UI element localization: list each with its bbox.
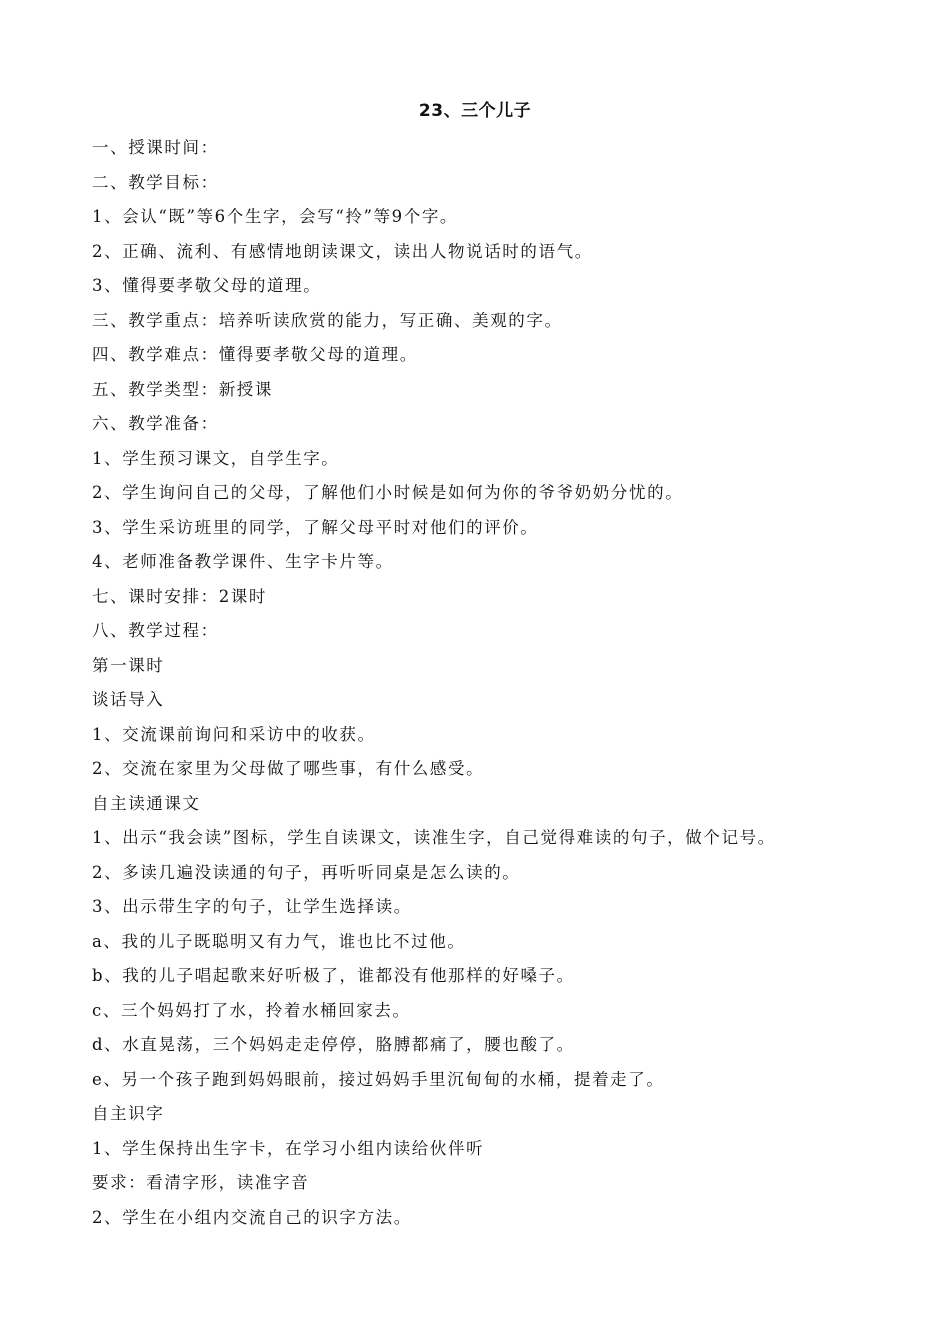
text-line: 3、学生采访班里的同学，了解父母平时对他们的评价。	[92, 517, 539, 537]
section-heading: 谈话导入	[92, 690, 165, 709]
text-line: 七、课时安排：2课时	[92, 586, 267, 606]
text-line: 四、教学难点：懂得要孝敬父母的道理。	[92, 345, 418, 364]
text-line: 1、出示“我会读”图标，学生自读课文，读准生字，自己觉得难读的句子，做个记号。	[92, 828, 776, 847]
section-heading: 自主识字	[92, 1104, 165, 1123]
text-line: 三、教学重点：培养听读欣赏的能力，写正确、美观的字。	[92, 310, 563, 330]
text-line: 二、教学目标：	[92, 172, 219, 192]
text-line: b、我的儿子唱起歌来好听极了，谁都没有他那样的好嗓子。	[92, 966, 575, 985]
text-line: a、我的儿子既聪明又有力气，谁也比不过他。	[92, 931, 466, 951]
text-line: 3、懂得要孝敬父母的道理。	[92, 276, 322, 295]
text-line: d、水直晃荡，三个妈妈走走停停，胳膊都痛了，腰也酸了。	[92, 1035, 575, 1054]
text-line: 六、教学准备：	[92, 414, 219, 433]
document-body	[92, 131, 892, 1235]
section-heading: 第一课时	[92, 655, 165, 675]
text-line: e、另一个孩子跑到妈妈眼前，接过妈妈手里沉甸甸的水桶，提着走了。	[92, 1069, 665, 1089]
text-line: 3、出示带生字的句子，让学生选择读。	[92, 897, 412, 916]
text-line: 1、交流课前询问和采访中的收获。	[92, 724, 376, 744]
document-title: 23、三个儿子	[418, 101, 532, 121]
text-line: 1、会认“既”等6个生字，会写“拎”等9个字。	[92, 207, 459, 226]
text-line: 要求：看清字形，读准字音	[92, 1173, 310, 1192]
text-line: 4、老师准备教学课件、生字卡片等。	[92, 552, 394, 571]
text-line: 2、学生询问自己的父母，了解他们小时候是如何为你的爷爷奶奶分忧的。	[92, 483, 684, 502]
section-heading: 自主读通课文	[92, 793, 201, 813]
text-line: 2、交流在家里为父母做了哪些事，有什么感受。	[92, 759, 485, 778]
text-line: 2、多读几遍没读通的句子，再听听同桌是怎么读的。	[92, 862, 521, 882]
text-line: 1、学生预习课文，自学生字。	[92, 448, 340, 468]
text-line: 一、授课时间：	[92, 138, 219, 157]
text-line: 1、学生保持出生字卡，在学习小组内读给伙伴听	[92, 1138, 485, 1158]
text-line: 八、教学过程：	[92, 621, 219, 640]
text-line: c、三个妈妈打了水，拎着水桶回家去。	[92, 1000, 411, 1020]
text-line: 五、教学类型：新授课	[92, 379, 273, 399]
text-line: 2、正确、流利、有感情地朗读课文，读出人物说话时的语气。	[92, 241, 593, 261]
text-line: 2、学生在小组内交流自己的识字方法。	[92, 1207, 412, 1227]
